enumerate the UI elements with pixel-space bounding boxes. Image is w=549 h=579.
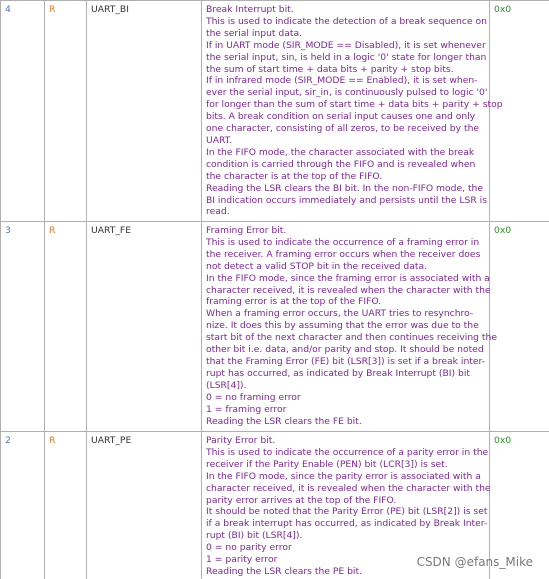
description-line: 1 = framing error <box>206 403 287 415</box>
field-description <box>202 222 497 432</box>
description-line: nize. It does this by assuming that the error was due to the <box>206 320 479 332</box>
description-line: Reading the LSR clears the BI bit. In the non-FIFO mode, the <box>206 182 484 194</box>
description-line: This is used to indicate the occurrence of a parity error in the <box>206 446 489 458</box>
description-line: Break Interrupt bit. <box>206 4 294 15</box>
description-line: In the FIFO mode, the character associated with the break <box>206 146 475 158</box>
access-type: R <box>45 222 87 432</box>
description-line: other bit i.e. data, and/or parity and stop. It should be noted <box>206 344 484 356</box>
description-line: In the FIFO mode, since the parity error is associated with a <box>206 470 481 482</box>
reset-value: 0x0 <box>490 432 549 579</box>
table-row <box>1 222 549 432</box>
description-line: It should be noted that the Parity Error (PE) bit (LSR[2]) is set <box>206 506 488 518</box>
access-type: R <box>45 432 87 579</box>
bit-number: 2 <box>1 432 45 579</box>
description-line: UART. <box>206 134 233 146</box>
description-line: receiver if the Parity Enable (PEN) bit (LCR[3]) is set. <box>206 458 448 470</box>
description-line: This is used to indicate the detection of a break sequence on <box>206 15 487 27</box>
description-line: bits. A break condition on serial input causes one and only <box>206 111 476 123</box>
description-line: 0 = no framing error <box>206 391 301 403</box>
bit-number: 4 <box>1 1 45 222</box>
field-name: UART_FE <box>87 222 202 432</box>
field-name: UART_BI <box>87 1 202 222</box>
description-line: (LSR[4]). <box>206 379 247 391</box>
description-line: If in UART mode (SIR_MODE == Disabled), it is set whenever <box>206 39 486 51</box>
description-line: character received, it is revealed when the character with the <box>206 482 491 494</box>
description-line: BI indication occurs immediately and persists until the LSR is <box>206 194 487 206</box>
description-line: Framing Error bit. <box>206 225 287 236</box>
description-line: rupt (BI) bit (LSR[4]). <box>206 530 303 542</box>
description-line: 0 = no parity error <box>206 542 292 554</box>
description-line: the serial input data. <box>206 27 303 39</box>
description-line: When a framing error occurs, the UART tries to resynchro- <box>206 308 474 320</box>
description-line: framing error is at the top of the FIFO. <box>206 296 382 308</box>
description-line: for longer than the sum of start time + data bits + parity + stop <box>206 99 503 111</box>
description-line: condition is carried through the FIFO and is revealed when <box>206 158 476 170</box>
description-line: one character, consisting of all zeros, to be received by the <box>206 123 480 135</box>
description-line: read. <box>206 206 230 218</box>
reset-value: 0x0 <box>490 222 549 432</box>
description-line: parity error arrives at the top of the FIFO. <box>206 494 397 506</box>
field-name: UART_PE <box>87 432 202 579</box>
description-line: the sum of start time + data bits + parity + stop bits. <box>206 63 454 75</box>
description-line: Reading the LSR clears the FE bit. <box>206 415 362 427</box>
description-line: that the Framing Error (FE) bit (LSR[3]) is set if a break inter- <box>206 355 486 367</box>
description-line: rupt has occurred, as indicated by Break Interrupt (BI) bit <box>206 367 471 379</box>
description-line: If in infrared mode (SIR_MODE == Enabled), it is set when- <box>206 75 478 87</box>
description-line: In the FIFO mode, since the framing error is associated with a <box>206 272 490 284</box>
description-line: character received, it is revealed when the character with the <box>206 284 491 296</box>
table-row <box>1 1 549 222</box>
bit-number: 3 <box>1 222 45 432</box>
description-line: Reading the LSR clears the PE bit. <box>206 565 363 577</box>
description-line: 1 = parity error <box>206 554 278 566</box>
description-line: ever the serial input, sir_in, is continuously pulsed to logic '0' <box>206 87 488 99</box>
description-line: not detect a valid STOP bit in the received data. <box>206 260 428 272</box>
reset-value: 0x0 <box>490 1 549 222</box>
watermark: CSDN @efans_Mike <box>416 555 533 569</box>
description-line: Parity Error bit. <box>206 435 276 446</box>
description-line: start bit of the next character and then continues receiving the <box>206 332 497 344</box>
description-line: This is used to indicate the occurrence of a framing error in <box>206 236 480 248</box>
description-line: if a break interrupt has occurred, as indicated by Break Inter- <box>206 518 488 530</box>
access-type: R <box>45 1 87 222</box>
description-line: the character is at the top of the FIFO. <box>206 170 383 182</box>
description-line: the receiver. A framing error occurs when the receiver does <box>206 248 481 260</box>
description-line: the serial input, sin, is held in a logic '0' state for longer than <box>206 51 487 63</box>
